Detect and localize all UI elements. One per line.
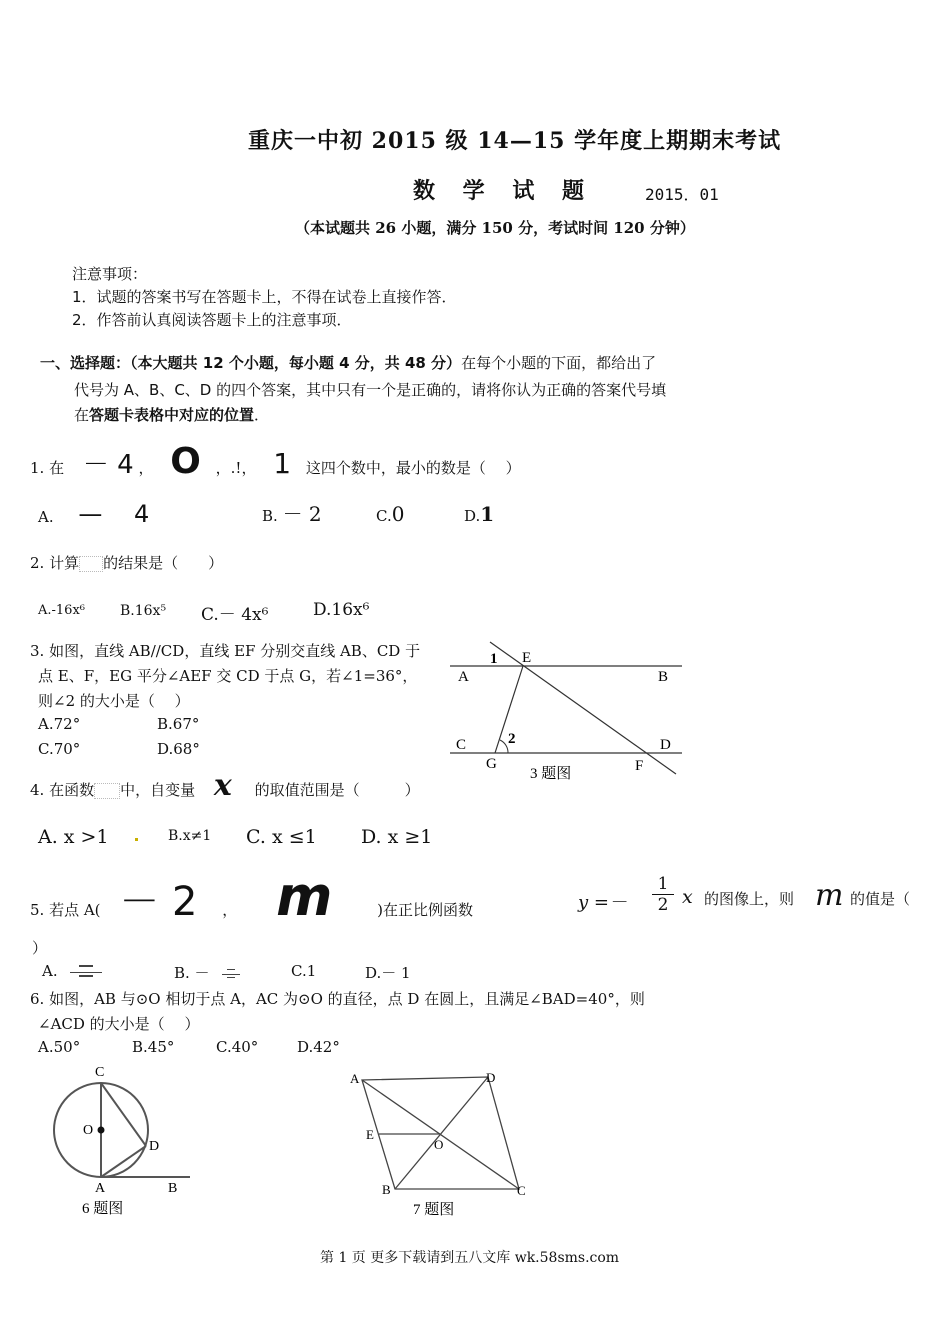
exam-date: 2015．01 xyxy=(645,185,719,204)
q5-fraction-num: 1 xyxy=(657,874,669,894)
q5-b-fraction-image xyxy=(222,969,240,980)
q2-option-c: C.－ 4x⁶ xyxy=(201,605,269,625)
q4-option-a: A. x >1 xyxy=(38,826,109,848)
q5-sep: ， xyxy=(222,901,238,919)
q1-sep2: ，.!， xyxy=(215,459,257,477)
exam-title: 重庆一中初 2015 级 14—15 学年度上期期末考试 xyxy=(248,128,782,154)
q7-figure xyxy=(345,1064,535,1222)
fig7-label-c: C xyxy=(517,1183,526,1198)
fig7-label-b: B xyxy=(382,1182,391,1197)
label-d: D xyxy=(660,737,671,753)
q5-stem xyxy=(30,865,473,935)
q2-prefix: 2. 计算 xyxy=(30,554,80,572)
q6-option-a: A.50° xyxy=(38,1038,81,1056)
label-b: B xyxy=(658,669,669,685)
fig6-label-a: A xyxy=(95,1181,106,1196)
q3-line2: 点 E、F，EG 平分∠AEF 交 CD 于点 G，若∠1=36°， xyxy=(38,667,418,685)
notes-item-2: 2．作答前认真阅读答题卡上的注意事项． xyxy=(72,311,352,329)
q5-prefix: 5. 若点 A( xyxy=(30,901,101,919)
q3-option-a: A.72° xyxy=(38,715,81,733)
q4-option-d: D. x ≥1 xyxy=(361,826,433,848)
q5-end: 的值是（ xyxy=(850,890,911,908)
q4-prefix: 4. 在函数 xyxy=(30,781,95,799)
q5-m-small: m xyxy=(815,878,844,913)
q1-b-label: B. xyxy=(262,507,278,525)
q4-variable: x xyxy=(213,768,232,803)
q1-prefix: 1. 在 xyxy=(30,459,65,477)
fig7-label-o: O xyxy=(434,1137,444,1152)
q5-y-equals: y =－ xyxy=(578,892,627,913)
label-ang1: 1 xyxy=(490,651,498,667)
page-footer: 第 1 页 更多下载请到五八文库 wk.58sms.com xyxy=(320,1250,620,1266)
fig7-label-a: A xyxy=(350,1071,360,1086)
q1-b-value: － 2 xyxy=(282,502,322,526)
section1-line1-rest: 在每个小题的下面，都给出了 xyxy=(461,354,657,372)
q2-option-d: D.16x⁶ xyxy=(313,600,370,620)
label-a: A xyxy=(458,669,469,685)
fig6-label-o: O xyxy=(83,1123,94,1138)
q4-question: 的取值范围是（ ） xyxy=(254,781,420,799)
q1-option-a xyxy=(38,500,149,531)
q1-sep1: ， xyxy=(138,459,154,477)
q6-figure xyxy=(40,1060,210,1220)
label-g: G xyxy=(486,756,497,772)
q5-close: ） xyxy=(32,939,48,957)
q6-line2: ∠ACD 的大小是（ ） xyxy=(38,1015,200,1033)
q3-option-c: C.70° xyxy=(38,740,81,758)
q1-option-c xyxy=(376,500,404,530)
label-ang2: 2 xyxy=(508,731,516,747)
fig7-label-d: D xyxy=(486,1070,496,1085)
line-ef xyxy=(490,642,676,774)
fig6-label-d: D xyxy=(149,1139,160,1154)
q1-num-neg4: － 4 xyxy=(82,450,134,480)
diagonal-bd xyxy=(395,1077,488,1189)
q6-option-d: D.42° xyxy=(297,1038,340,1056)
q5-option-c: C.1 xyxy=(291,962,317,980)
section1-line1 xyxy=(40,352,656,373)
q1-question: 这四个数中，最小的数是（ ） xyxy=(305,459,521,477)
center-dot xyxy=(98,1127,105,1134)
label-c: C xyxy=(456,737,467,753)
label-f: F xyxy=(635,758,644,774)
q2-stem xyxy=(30,552,223,573)
section1-line3-bold: 答题卡表格中对应的位置 xyxy=(89,406,255,424)
fig6-caption: 6 题图 xyxy=(82,1201,124,1217)
q4-option-c: C. x ≤1 xyxy=(246,826,317,848)
section1-desc: （本大题共 12 个小题，每小题 4 分，共 48 分） xyxy=(130,354,462,372)
fig6-label-b: B xyxy=(168,1181,178,1196)
q5-m-large: m xyxy=(276,865,333,928)
chord-cd xyxy=(101,1083,146,1146)
q1-num-zero: O xyxy=(170,441,201,482)
q1-a-label: A. xyxy=(38,508,54,526)
q4-mid: 中，自变量 xyxy=(120,781,196,799)
notes-heading: 注意事项： xyxy=(72,265,148,283)
q1-num-one: 1 xyxy=(273,447,292,480)
q3-option-d: D.68° xyxy=(157,740,200,758)
subject-title: 数 学 试 题 xyxy=(413,178,594,204)
q5-fraction xyxy=(652,874,674,915)
q6-option-b: B.45° xyxy=(132,1038,175,1056)
q3-line3: 则∠2 的大小是（ ） xyxy=(38,692,190,710)
section1-line2: 代号为 A、B、C、D 的四个答案，其中只有一个是正确的，请将你认为正确的答案代号填 xyxy=(74,381,667,399)
fig7-caption: 7 题图 xyxy=(413,1202,455,1218)
q1-c-value: 0 xyxy=(391,502,405,526)
q1-a-value: — 4 xyxy=(78,500,150,528)
q5-option-d: D.－ 1 xyxy=(365,964,411,982)
exam-info: （本试题共 26 小题，满分 150 分，考试时间 120 分钟） xyxy=(295,219,695,237)
q2-question: 的结果是（ ） xyxy=(103,554,224,572)
q4-function-image xyxy=(94,783,120,799)
fig6-label-c: C xyxy=(95,1065,105,1080)
q1-option-d xyxy=(464,500,494,530)
section1-line3 xyxy=(74,404,269,425)
section1-line3-end: ． xyxy=(254,406,270,424)
fig7-label-e: E xyxy=(366,1127,374,1142)
q5-a-fraction-image xyxy=(70,965,102,980)
q3-option-b: B.67° xyxy=(157,715,200,733)
q1-stem xyxy=(30,440,521,490)
q5-option-b xyxy=(174,962,240,983)
q4-stem xyxy=(30,768,420,804)
section1-label: 一、 xyxy=(40,354,71,372)
q2-option-a: A.-16x⁶ xyxy=(38,603,85,618)
q1-d-value: 1 xyxy=(480,502,495,526)
q3-figure xyxy=(440,636,690,786)
notes-item-1: 1．试题的答案书写在答题卡上，不得在试卷上直接作答． xyxy=(72,288,457,306)
q5-mid: )在正比例函数 xyxy=(377,901,473,919)
q5-b-label: B. － xyxy=(174,964,210,982)
q5-num-neg2: － 2 xyxy=(119,879,198,925)
q5-option-a xyxy=(42,962,102,980)
section1-line3-pre: 在 xyxy=(74,406,90,424)
q4-option-b: B.x≠1 xyxy=(168,828,212,844)
label-e: E xyxy=(522,650,532,666)
q3-line1: 3. 如图，直线 AB//CD，直线 EF 分别交直线 AB、CD 于 xyxy=(30,642,421,660)
angle2-arc xyxy=(500,740,508,753)
q5-fraction-den: 2 xyxy=(657,895,669,915)
q3-figure-caption: 3 题图 xyxy=(530,766,572,782)
q6-line1: 6. 如图，AB 与⊙O 相切于点 A，AC 为⊙O 的直径，点 D 在圆上，且满足∠BAD=40°，则 xyxy=(30,990,645,1008)
q5-x: x xyxy=(682,886,693,908)
q2-option-b: B.16x⁵ xyxy=(120,603,167,619)
q1-option-b xyxy=(262,500,322,530)
section1-name: 选择题： xyxy=(70,354,131,372)
q5-a-label: A. xyxy=(42,962,58,980)
q1-d-label: D. xyxy=(464,507,481,525)
q5-rest: 的图像上，则 xyxy=(704,890,795,908)
q2-expression-image xyxy=(79,556,103,572)
q4-dot-mark xyxy=(135,838,138,841)
q1-c-label: C. xyxy=(376,507,392,525)
q6-option-c: C.40° xyxy=(216,1038,259,1056)
